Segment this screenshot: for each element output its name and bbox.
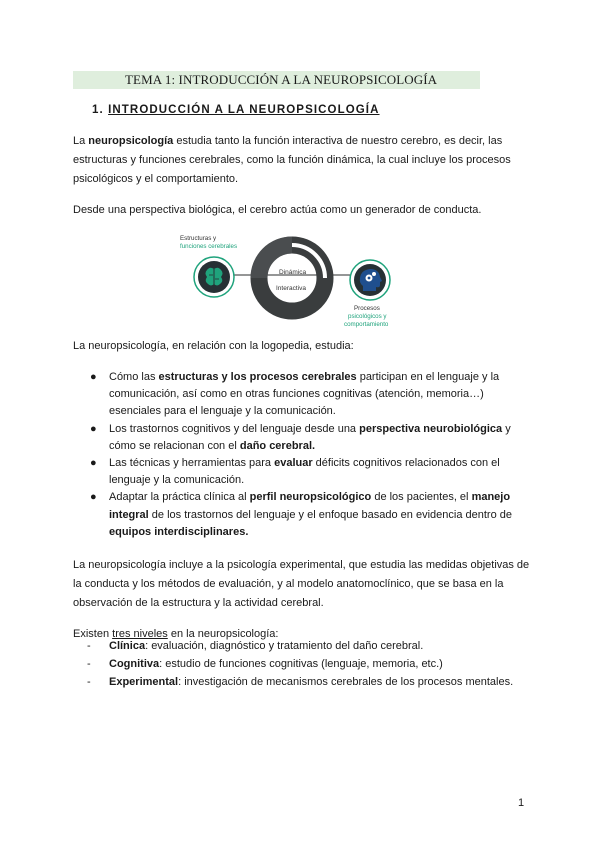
levels-intro-a: Existen	[73, 628, 113, 640]
intro-text-c: estudia tanto la función interactiva de nuestro cerebro, es decir, las estructuras y funciones cerebrales, como la función dinámica, la cual incluye los procesos psicológicos y el comportamiento.	[73, 135, 511, 185]
right-label-2: psicológicos y	[348, 313, 387, 320]
biology-paragraph: Desde una perspectiva biológica, el cerebro actúa como un generador de conducta.	[73, 204, 482, 216]
brain-icon	[206, 268, 223, 286]
bullet-icon: ●	[90, 491, 97, 504]
list-item	[73, 421, 533, 455]
bullet-icon: ●	[90, 457, 97, 470]
brain-function-diagram	[170, 229, 410, 333]
bullet-icon: ●	[90, 422, 97, 435]
list-item	[73, 455, 533, 489]
b4-term-2: manejo integral	[109, 491, 511, 521]
bullet-icon: ●	[90, 371, 97, 383]
level-clinica: Clínica	[109, 640, 146, 652]
left-label-1: Estructuras y	[180, 235, 217, 242]
logopedia-paragraph: La neuropsicología, en relación con la logopedia, estudia:	[73, 340, 354, 352]
levels-intro-c: en la neuropsicología:	[167, 628, 279, 640]
section-number: 1.	[92, 104, 104, 116]
intro-paragraph	[73, 132, 533, 189]
topic-banner: TEMA 1: INTRODUCCIÓN A LA NEUROPSICOLOGÍA	[73, 71, 480, 89]
dash-marker: -	[87, 675, 91, 688]
intro-term: neuropsicología	[88, 135, 174, 147]
list-item	[73, 638, 543, 656]
level-experimental-desc: : investigación de mecanismos cerebrales de los procesos mentales.	[178, 675, 514, 688]
section-title: INTRODUCCIÓN A LA NEUROPSICOLOGÍA	[108, 104, 380, 116]
level-cognitiva-desc: : estudio de funciones cognitivas (lenguaje, memoria, etc.)	[159, 657, 443, 670]
b4-text-a: Adaptar la práctica clínica al	[109, 491, 250, 504]
study-topics-list	[73, 369, 533, 541]
b4-text-c: de los pacientes, el	[371, 491, 472, 504]
list-item	[73, 656, 543, 674]
center-label-interactiva: Interactiva	[276, 285, 306, 292]
b3-term: evaluar	[274, 457, 313, 470]
list-item	[73, 369, 533, 421]
right-label-3: comportamiento	[344, 321, 389, 328]
b3-text-c: déficits cognitivos relacionados con el lenguaje y la comunicación.	[109, 457, 500, 487]
list-item	[73, 489, 533, 541]
dash-marker: -	[87, 657, 91, 670]
b4-term: perfil neuropsicológico	[249, 491, 372, 504]
intro-text-a: La	[73, 135, 89, 147]
b1-text-a: Cómo las	[109, 371, 159, 383]
list-item	[73, 674, 543, 692]
level-experimental: Experimental	[109, 675, 179, 688]
b4-text-e: de los trastornos del lenguaje y el enfoque basado en evidencia dentro de	[148, 508, 512, 521]
b4-term-3: equipos interdisciplinares.	[109, 525, 249, 538]
level-clinica-desc: : evaluación, diagnóstico y tratamiento del daño cerebral.	[145, 640, 424, 652]
b3-text-a: Las técnicas y herramientas para	[109, 457, 275, 470]
b2-term: perspectiva neurobiológica	[359, 422, 503, 435]
dash-marker: -	[87, 640, 91, 652]
b2-text-c: y cómo se relacionan con el	[109, 422, 511, 452]
level-cognitiva: Cognitiva	[109, 657, 160, 670]
section-heading	[92, 104, 380, 116]
b2-text-a: Los trastornos cognitivos y del lenguaje desde una	[109, 422, 360, 435]
models-paragraph: La neuropsicología incluye a la psicología experimental, que estudia las medidas objetivas de la conducta y los métodos de evaluación, y al modelo anatomoclínico, que se basa en la observación de la estructura y la actividad cerebral.	[73, 559, 530, 609]
page-number: 1	[518, 797, 525, 809]
right-label-1: Procesos	[354, 305, 380, 312]
b1-term: estructuras y los procesos cerebrales	[158, 371, 357, 383]
b1-text-c: participan en el lenguaje y la comunicación, así como en otras funciones cognitivas (atención, memoria…) esenciales para el lenguaje y la comunicación.	[109, 371, 500, 418]
levels-intro-term: tres niveles	[112, 628, 168, 640]
b2-term-2: daño cerebral.	[239, 439, 316, 452]
center-label-dinamica: Dinámica	[279, 269, 307, 276]
levels-list	[73, 638, 543, 691]
left-label-2: funciones cerebrales	[180, 243, 238, 250]
